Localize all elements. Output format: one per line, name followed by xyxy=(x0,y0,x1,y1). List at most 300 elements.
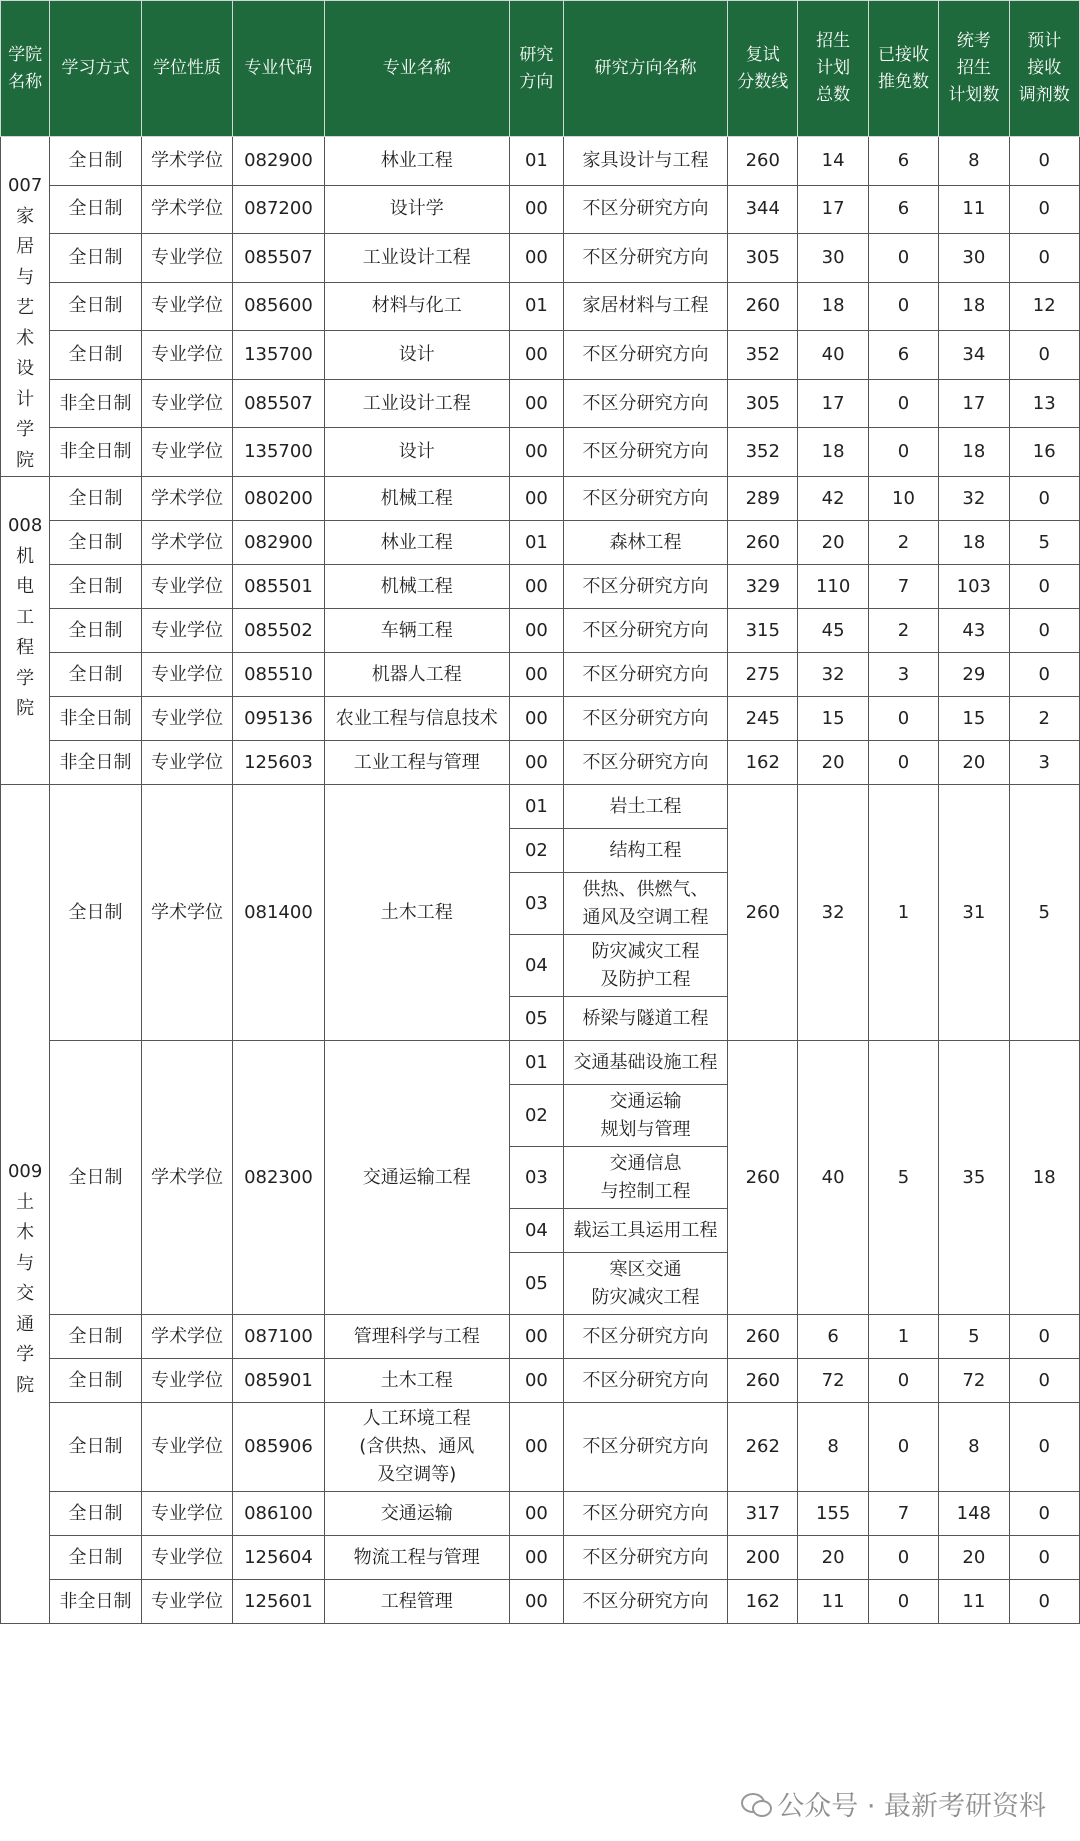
direction-code: 01 xyxy=(509,1041,563,1085)
direction-name: 不区分研究方向 xyxy=(563,741,727,785)
transfer-count: 0 xyxy=(1009,1315,1079,1359)
retest-score: 305 xyxy=(728,379,798,428)
college-name-char: 程 xyxy=(16,637,35,658)
degree-type: 专业学位 xyxy=(141,428,232,477)
major-name: 土木工程 xyxy=(324,1359,509,1403)
direction-code: 02 xyxy=(509,1085,563,1147)
study-mode: 全日制 xyxy=(50,1315,141,1359)
table-row xyxy=(1,1492,1080,1536)
table-row xyxy=(1,477,1080,521)
major-code: 085600 xyxy=(233,282,324,331)
unified-plan: 18 xyxy=(939,282,1009,331)
direction-name: 交通运输 规划与管理 xyxy=(563,1085,727,1147)
table-row xyxy=(1,653,1080,697)
degree-type: 专业学位 xyxy=(141,609,232,653)
major-name: 车辆工程 xyxy=(324,609,509,653)
plan-total: 32 xyxy=(798,785,868,1041)
direction-code: 00 xyxy=(509,477,563,521)
plan-total: 42 xyxy=(798,477,868,521)
header-recommended-count: 已接收 推免数 xyxy=(868,1,938,137)
unified-plan: 17 xyxy=(939,379,1009,428)
recommended-count: 7 xyxy=(868,565,938,609)
direction-code: 04 xyxy=(509,1209,563,1253)
college-name-char: 术 xyxy=(16,327,35,349)
plan-total: 18 xyxy=(798,282,868,331)
table-row xyxy=(1,185,1080,234)
major-name: 设计 xyxy=(324,428,509,477)
direction-name: 不区分研究方向 xyxy=(563,477,727,521)
direction-code: 00 xyxy=(509,1536,563,1580)
recommended-count: 0 xyxy=(868,1359,938,1403)
direction-name: 载运工具运用工程 xyxy=(563,1209,727,1253)
college-code: 008 xyxy=(7,515,43,536)
retest-score: 260 xyxy=(728,282,798,331)
direction-name: 森林工程 xyxy=(563,521,727,565)
direction-code: 00 xyxy=(509,331,563,380)
plan-total: 18 xyxy=(798,428,868,477)
direction-code: 00 xyxy=(509,1492,563,1536)
direction-name: 不区分研究方向 xyxy=(563,1403,727,1492)
table-row xyxy=(1,428,1080,477)
study-mode: 全日制 xyxy=(50,234,141,283)
major-name: 工业设计工程 xyxy=(324,379,509,428)
recommended-count: 6 xyxy=(868,185,938,234)
college-name-char: 电 xyxy=(16,576,35,597)
degree-type: 学术学位 xyxy=(141,477,232,521)
table-row xyxy=(1,1041,1080,1085)
recommended-count: 1 xyxy=(868,1315,938,1359)
major-name: 土木工程 xyxy=(324,785,509,1041)
major-code: 085906 xyxy=(233,1403,324,1492)
direction-name: 家具设计与工程 xyxy=(563,137,727,186)
retest-score: 260 xyxy=(728,1315,798,1359)
transfer-count: 0 xyxy=(1009,653,1079,697)
direction-code: 04 xyxy=(509,935,563,997)
table-row xyxy=(1,379,1080,428)
major-name: 林业工程 xyxy=(324,521,509,565)
degree-type: 学术学位 xyxy=(141,521,232,565)
study-mode: 全日制 xyxy=(50,1492,141,1536)
study-mode: 全日制 xyxy=(50,1359,141,1403)
unified-plan: 35 xyxy=(939,1041,1009,1315)
direction-name: 岩土工程 xyxy=(563,785,727,829)
direction-code: 00 xyxy=(509,1580,563,1624)
plan-total: 40 xyxy=(798,1041,868,1315)
header-transfer-count: 预计 接收 调剂数 xyxy=(1009,1,1079,137)
degree-type: 专业学位 xyxy=(141,1492,232,1536)
direction-name: 桥梁与隧道工程 xyxy=(563,997,727,1041)
recommended-count: 6 xyxy=(868,137,938,186)
table-row xyxy=(1,137,1080,186)
table-row xyxy=(1,1580,1080,1624)
transfer-count: 0 xyxy=(1009,1403,1079,1492)
unified-plan: 11 xyxy=(939,185,1009,234)
major-name: 人工环境工程 (含供热、通风 及空调等) xyxy=(324,1403,509,1492)
transfer-count: 2 xyxy=(1009,697,1079,741)
major-code: 125603 xyxy=(233,741,324,785)
study-mode: 全日制 xyxy=(50,609,141,653)
major-code: 086100 xyxy=(233,1492,324,1536)
recommended-count: 10 xyxy=(868,477,938,521)
transfer-count: 0 xyxy=(1009,185,1079,234)
college-name-char: 院 xyxy=(16,698,35,719)
direction-code: 00 xyxy=(509,234,563,283)
major-code: 125604 xyxy=(233,1536,324,1580)
recommended-count: 0 xyxy=(868,234,938,283)
major-name: 工程管理 xyxy=(324,1580,509,1624)
plan-total: 11 xyxy=(798,1580,868,1624)
unified-plan: 30 xyxy=(939,234,1009,283)
unified-plan: 20 xyxy=(939,1536,1009,1580)
recommended-count: 6 xyxy=(868,331,938,380)
retest-score: 315 xyxy=(728,609,798,653)
college-name-char: 家 xyxy=(16,205,35,227)
table-row xyxy=(1,565,1080,609)
table-row xyxy=(1,1403,1080,1492)
major-name: 林业工程 xyxy=(324,137,509,186)
major-name: 机器人工程 xyxy=(324,653,509,697)
header-major-code: 专业代码 xyxy=(233,1,324,137)
retest-score: 344 xyxy=(728,185,798,234)
plan-total: 17 xyxy=(798,185,868,234)
direction-code: 02 xyxy=(509,829,563,873)
direction-code: 00 xyxy=(509,609,563,653)
transfer-count: 0 xyxy=(1009,1492,1079,1536)
degree-type: 专业学位 xyxy=(141,1359,232,1403)
college-code: 007 xyxy=(7,175,43,196)
plan-total: 20 xyxy=(798,1536,868,1580)
recommended-count: 0 xyxy=(868,1580,938,1624)
header-direction-code: 研究 方向 xyxy=(509,1,563,137)
retest-score: 260 xyxy=(728,1359,798,1403)
header-degree-type: 学位性质 xyxy=(141,1,232,137)
direction-code: 01 xyxy=(509,785,563,829)
major-name: 工业工程与管理 xyxy=(324,741,509,785)
retest-score: 245 xyxy=(728,697,798,741)
unified-plan: 103 xyxy=(939,565,1009,609)
watermark-text: 公众号 · 最新考研资料 xyxy=(777,1791,1046,1822)
study-mode: 非全日制 xyxy=(50,428,141,477)
study-mode: 全日制 xyxy=(50,785,141,1041)
college-name-char: 设 xyxy=(16,358,35,379)
table-row xyxy=(1,609,1080,653)
college-name-char: 艺 xyxy=(16,297,35,318)
plan-total: 20 xyxy=(798,741,868,785)
retest-score: 352 xyxy=(728,331,798,380)
header-unified-plan: 统考 招生 计划数 xyxy=(939,1,1009,137)
direction-code: 01 xyxy=(509,521,563,565)
college-name xyxy=(1,785,50,1624)
degree-type: 专业学位 xyxy=(141,565,232,609)
retest-score: 162 xyxy=(728,1580,798,1624)
header-major-name: 专业名称 xyxy=(324,1,509,137)
degree-type: 专业学位 xyxy=(141,1580,232,1624)
college-name-char: 学 xyxy=(16,1344,35,1365)
retest-score: 329 xyxy=(728,565,798,609)
major-code: 085501 xyxy=(233,565,324,609)
header-study-mode: 学习方式 xyxy=(50,1,141,137)
study-mode: 全日制 xyxy=(50,477,141,521)
degree-type: 专业学位 xyxy=(141,1536,232,1580)
major-code: 081400 xyxy=(233,785,324,1041)
unified-plan: 32 xyxy=(939,477,1009,521)
table-row xyxy=(1,697,1080,741)
plan-total: 15 xyxy=(798,697,868,741)
degree-type: 学术学位 xyxy=(141,185,232,234)
watermark xyxy=(741,1784,1046,1823)
direction-code: 00 xyxy=(509,741,563,785)
degree-type: 专业学位 xyxy=(141,379,232,428)
transfer-count: 0 xyxy=(1009,1536,1079,1580)
direction-code: 01 xyxy=(509,137,563,186)
table-row xyxy=(1,785,1080,829)
retest-score: 260 xyxy=(728,1041,798,1315)
major-code: 087200 xyxy=(233,185,324,234)
transfer-count: 16 xyxy=(1009,428,1079,477)
major-name: 设计学 xyxy=(324,185,509,234)
direction-name: 不区分研究方向 xyxy=(563,331,727,380)
study-mode: 全日制 xyxy=(50,521,141,565)
transfer-count: 0 xyxy=(1009,137,1079,186)
college-name-char: 木 xyxy=(16,1222,35,1243)
direction-name: 不区分研究方向 xyxy=(563,1536,727,1580)
direction-name: 供热、供燃气、 通风及空调工程 xyxy=(563,873,727,935)
study-mode: 非全日制 xyxy=(50,1580,141,1624)
recommended-count: 2 xyxy=(868,609,938,653)
retest-score: 260 xyxy=(728,521,798,565)
transfer-count: 5 xyxy=(1009,785,1079,1041)
college-name-char: 院 xyxy=(16,449,35,471)
college-name-char: 与 xyxy=(16,1252,35,1274)
recommended-count: 0 xyxy=(868,1403,938,1492)
study-mode: 全日制 xyxy=(50,331,141,380)
direction-code: 05 xyxy=(509,997,563,1041)
direction-code: 00 xyxy=(509,185,563,234)
retest-score: 262 xyxy=(728,1403,798,1492)
transfer-count: 0 xyxy=(1009,1580,1079,1624)
wechat-icon xyxy=(741,1791,771,1817)
college-name-char: 通 xyxy=(16,1313,35,1335)
major-code: 085901 xyxy=(233,1359,324,1403)
direction-name: 家居材料与工程 xyxy=(563,282,727,331)
college-name-char: 机 xyxy=(16,545,35,567)
study-mode: 全日制 xyxy=(50,1041,141,1315)
study-mode: 全日制 xyxy=(50,1536,141,1580)
table-header-row xyxy=(1,1,1080,137)
major-code: 080200 xyxy=(233,477,324,521)
direction-name: 不区分研究方向 xyxy=(563,653,727,697)
major-name: 管理科学与工程 xyxy=(324,1315,509,1359)
major-name: 设计 xyxy=(324,331,509,380)
major-code: 135700 xyxy=(233,428,324,477)
retest-score: 317 xyxy=(728,1492,798,1536)
direction-code: 00 xyxy=(509,428,563,477)
table-row xyxy=(1,1359,1080,1403)
major-code: 085507 xyxy=(233,234,324,283)
direction-name: 不区分研究方向 xyxy=(563,609,727,653)
recommended-count: 7 xyxy=(868,1492,938,1536)
plan-total: 8 xyxy=(798,1403,868,1492)
table-row xyxy=(1,1536,1080,1580)
direction-code: 00 xyxy=(509,565,563,609)
direction-name: 不区分研究方向 xyxy=(563,428,727,477)
recommended-count: 0 xyxy=(868,1536,938,1580)
plan-total: 45 xyxy=(798,609,868,653)
retest-score: 305 xyxy=(728,234,798,283)
plan-total: 72 xyxy=(798,1359,868,1403)
direction-code: 00 xyxy=(509,1315,563,1359)
degree-type: 学术学位 xyxy=(141,785,232,1041)
major-name: 机械工程 xyxy=(324,477,509,521)
unified-plan: 20 xyxy=(939,741,1009,785)
college-name-char: 与 xyxy=(16,266,35,288)
degree-type: 专业学位 xyxy=(141,697,232,741)
study-mode: 非全日制 xyxy=(50,697,141,741)
header-direction-name: 研究方向名称 xyxy=(563,1,727,137)
direction-code: 00 xyxy=(509,379,563,428)
study-mode: 全日制 xyxy=(50,653,141,697)
unified-plan: 18 xyxy=(939,428,1009,477)
unified-plan: 8 xyxy=(939,1403,1009,1492)
unified-plan: 18 xyxy=(939,521,1009,565)
recommended-count: 0 xyxy=(868,428,938,477)
major-name: 工业设计工程 xyxy=(324,234,509,283)
college-name xyxy=(1,137,50,477)
college-name-char: 工 xyxy=(16,606,35,628)
plan-total: 30 xyxy=(798,234,868,283)
recommended-count: 3 xyxy=(868,653,938,697)
major-code: 085502 xyxy=(233,609,324,653)
degree-type: 学术学位 xyxy=(141,1041,232,1315)
degree-type: 专业学位 xyxy=(141,1403,232,1492)
college-code: 009 xyxy=(7,1161,43,1182)
transfer-count: 13 xyxy=(1009,379,1079,428)
study-mode: 非全日制 xyxy=(50,379,141,428)
plan-total: 20 xyxy=(798,521,868,565)
study-mode: 全日制 xyxy=(50,282,141,331)
header-college: 学院 名称 xyxy=(1,1,50,137)
recommended-count: 0 xyxy=(868,697,938,741)
unified-plan: 72 xyxy=(939,1359,1009,1403)
degree-type: 专业学位 xyxy=(141,331,232,380)
direction-code: 00 xyxy=(509,697,563,741)
college-name-char: 土 xyxy=(16,1191,35,1213)
major-code: 135700 xyxy=(233,331,324,380)
college-name-char: 学 xyxy=(16,667,35,689)
direction-name: 不区分研究方向 xyxy=(563,565,727,609)
unified-plan: 11 xyxy=(939,1580,1009,1624)
transfer-count: 18 xyxy=(1009,1041,1079,1315)
header-plan-total: 招生 计划 总数 xyxy=(798,1,868,137)
major-name: 交通运输 xyxy=(324,1492,509,1536)
direction-name: 交通信息 与控制工程 xyxy=(563,1147,727,1209)
major-name: 物流工程与管理 xyxy=(324,1536,509,1580)
transfer-count: 0 xyxy=(1009,477,1079,521)
major-code: 082300 xyxy=(233,1041,324,1315)
direction-name: 结构工程 xyxy=(563,829,727,873)
degree-type: 专业学位 xyxy=(141,653,232,697)
direction-code: 03 xyxy=(509,873,563,935)
degree-type: 学术学位 xyxy=(141,137,232,186)
major-name: 机械工程 xyxy=(324,565,509,609)
retest-score: 275 xyxy=(728,653,798,697)
recommended-count: 0 xyxy=(868,282,938,331)
retest-score: 289 xyxy=(728,477,798,521)
degree-type: 专业学位 xyxy=(141,234,232,283)
study-mode: 非全日制 xyxy=(50,741,141,785)
table-row xyxy=(1,521,1080,565)
retest-score: 260 xyxy=(728,785,798,1041)
direction-code: 00 xyxy=(509,653,563,697)
direction-code: 05 xyxy=(509,1253,563,1315)
transfer-count: 3 xyxy=(1009,741,1079,785)
college-name-char: 居 xyxy=(16,236,35,257)
degree-type: 学术学位 xyxy=(141,1315,232,1359)
direction-code: 00 xyxy=(509,1403,563,1492)
unified-plan: 34 xyxy=(939,331,1009,380)
table-row xyxy=(1,741,1080,785)
direction-name: 不区分研究方向 xyxy=(563,185,727,234)
study-mode: 全日制 xyxy=(50,1403,141,1492)
unified-plan: 29 xyxy=(939,653,1009,697)
major-code: 085510 xyxy=(233,653,324,697)
direction-name: 交通基础设施工程 xyxy=(563,1041,727,1085)
degree-type: 专业学位 xyxy=(141,282,232,331)
direction-code: 03 xyxy=(509,1147,563,1209)
table-row xyxy=(1,234,1080,283)
recommended-count: 2 xyxy=(868,521,938,565)
retest-score: 200 xyxy=(728,1536,798,1580)
recommended-count: 0 xyxy=(868,741,938,785)
plan-total: 14 xyxy=(798,137,868,186)
recommended-count: 1 xyxy=(868,785,938,1041)
plan-total: 40 xyxy=(798,331,868,380)
transfer-count: 0 xyxy=(1009,234,1079,283)
table-row xyxy=(1,1315,1080,1359)
major-code: 082900 xyxy=(233,521,324,565)
college-name-char: 计 xyxy=(16,388,35,410)
direction-name: 不区分研究方向 xyxy=(563,1580,727,1624)
plan-total: 32 xyxy=(798,653,868,697)
major-code: 085507 xyxy=(233,379,324,428)
unified-plan: 15 xyxy=(939,697,1009,741)
major-code: 087100 xyxy=(233,1315,324,1359)
unified-plan: 148 xyxy=(939,1492,1009,1536)
direction-name: 防灾减灾工程 及防护工程 xyxy=(563,935,727,997)
transfer-count: 0 xyxy=(1009,331,1079,380)
direction-name: 不区分研究方向 xyxy=(563,697,727,741)
college-name-char: 学 xyxy=(16,419,35,440)
unified-plan: 31 xyxy=(939,785,1009,1041)
transfer-count: 0 xyxy=(1009,609,1079,653)
transfer-count: 0 xyxy=(1009,1359,1079,1403)
direction-name: 寒区交通 防灾减灾工程 xyxy=(563,1253,727,1315)
direction-name: 不区分研究方向 xyxy=(563,379,727,428)
unified-plan: 8 xyxy=(939,137,1009,186)
retest-score: 162 xyxy=(728,741,798,785)
transfer-count: 0 xyxy=(1009,565,1079,609)
study-mode: 全日制 xyxy=(50,565,141,609)
study-mode: 全日制 xyxy=(50,185,141,234)
header-retest-score: 复试 分数线 xyxy=(728,1,798,137)
table-row xyxy=(1,331,1080,380)
unified-plan: 5 xyxy=(939,1315,1009,1359)
college-name-char: 交 xyxy=(16,1283,35,1304)
plan-total: 110 xyxy=(798,565,868,609)
direction-name: 不区分研究方向 xyxy=(563,1359,727,1403)
degree-type: 专业学位 xyxy=(141,741,232,785)
plan-total: 6 xyxy=(798,1315,868,1359)
